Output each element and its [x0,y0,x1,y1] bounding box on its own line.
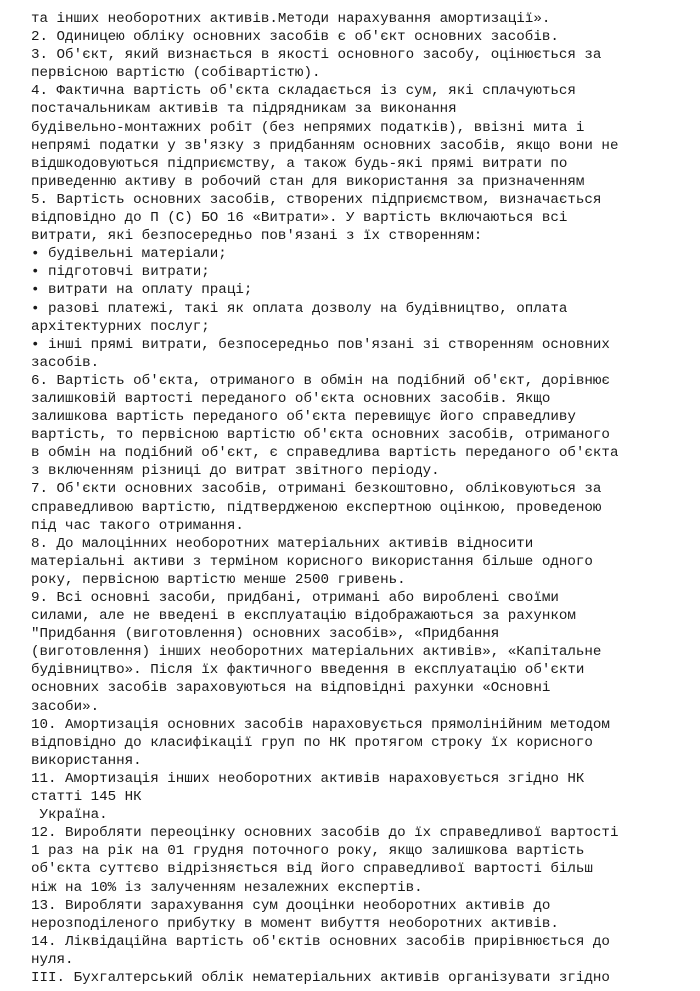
text-line: основних засобів зараховуються на відповідні рахунки «Основні [31,680,551,697]
text-line: 3. Об'єкт, який визнається в якості основного засобу, оцінюється за [31,47,602,64]
text-line: (виготовлення) інших необоротних матеріальних активів», «Капітальне [31,644,602,661]
bullet-item: • разові платежі, такі як оплата дозволу на будівництво, оплата [31,300,568,317]
text-line: 10. Амортизація основних засобів нараховується прямолінійним методом [31,716,610,733]
document-text-body [31,10,688,987]
text-line: будівництво». Після їх фактичного введення в експлуатацію об'єкти [31,662,585,679]
text-line: засоби». [31,698,100,715]
text-line: нуля. [31,951,74,968]
text-line: з включенням різниці до витрат звітного періоду. [31,463,440,480]
text-line: статті 145 НК [31,789,142,806]
text-line: в обмін на подібний об'єкт, є справедлива вартість переданого об'єкта [31,445,619,462]
text-line: 13. Виробляти зарахування сум дооцінки необоротних активів до [31,897,551,914]
bullet-item: • підготовчі витрати; [31,264,210,281]
text-line: 4. Фактична вартість об'єкта складається із сум, які сплачуються [31,83,576,100]
text-line: приведенню активу в робочий стан для використання за призначенням [31,173,585,190]
section-heading: III. Бухгалтерський облік нематеріальних активів організувати згідно [31,969,610,986]
text-line: засобів. [31,354,100,371]
text-line: 11. Амортизація інших необоротних активів нараховується згідно НК [31,770,585,787]
text-line: Україна. [31,807,108,824]
text-line: 9. Всі основні засоби, придбані, отримані або вироблені своїми [31,590,559,606]
text-line: об'єкта суттєво відрізняється від його справедливої вартості більш [31,861,593,878]
text-line: відповідно до П (С) БО 16 «Витрати». У вартість включаються всі [31,210,568,227]
text-line: 7. Об'єкти основних засобів, отримані безкоштовно, обліковуються за [31,481,602,498]
text-line: "Придбання (виготовлення) основних засобів», «Придбання [31,626,500,643]
text-line: 2. Одиницею обліку основних засобів є об'єкт основних засобів. [31,29,559,46]
text-line: залишкова вартість переданого об'єкта перевищує його справедливу [31,409,576,426]
bullet-item: • будівельні матеріали; [31,246,227,263]
text-line: відповідно до класифікації груп по НК протягом строку їх корисного [31,734,593,751]
text-line: ніж на 10% із залученням незалежних експертів. [31,879,423,896]
text-line: матеріальні активи з терміном корисного використання більше одного [31,553,593,570]
text-line: 8. До малоцінних необоротних матеріальних активів відносити [31,535,534,552]
text-line: 1 раз на рік на 01 грудня поточного року, якщо залишкова вартість [31,843,585,860]
text-line: вартість, то первісною вартістю об'єкта основних засобів, отриманого [31,427,610,444]
text-line: відшкодовуються підприємству, а також будь-які прямі витрати по [31,155,568,172]
text-line: 5. Вартість основних засобів, створених підприємством, визначається [31,191,602,208]
text-line: нерозподіленого прибутку в момент вибуття необоротних активів. [31,915,559,932]
text-line: первісною вартістю (собівартістю). [31,65,321,82]
text-line: 6. Вартість об'єкта, отриманого в обмін на подібний об'єкт, дорівнює [31,372,610,389]
text-line: непрямі податки у зв'язку з придбанням основних засобів, якщо вони не [31,137,619,154]
text-line: 12. Виробляти переоцінку основних засобів до їх справедливої вартості [31,825,619,842]
text-line: справедливою вартістю, підтвердженою експертною оцінкою, проведеною [31,499,602,516]
text-line: будівельно-монтажних робіт (без непрямих податків), ввізні мита і [31,119,585,136]
text-line: використання. [31,752,142,769]
text-line: силами, але не введені в експлуатацію відображаються за рахунком [31,608,576,625]
text-line: року, первісною вартістю менше 2500 гривень. [31,571,406,588]
text-line: та інших необоротних активів.Методи нарахування амортизації». [31,11,551,27]
text-line: 14. Ліквідаційна вартість об'єктів основних засобів прирівнюється до [31,933,610,950]
bullet-item: • витрати на оплату праці; [31,282,253,299]
text-line: постачальникам активів та підрядникам за виконання [31,101,457,118]
bullet-item: • інші прямі витрати, безпосередньо пов'язані зі створенням основних [31,336,610,353]
text-line: залишковій вартості переданого об'єкта основних засобів. Якщо [31,390,551,407]
text-line: витрати, які безпосередньо пов'язані з їх створенням: [31,228,483,245]
text-line: архітектурних послуг; [31,318,210,335]
text-line: під час такого отримання. [31,517,244,534]
